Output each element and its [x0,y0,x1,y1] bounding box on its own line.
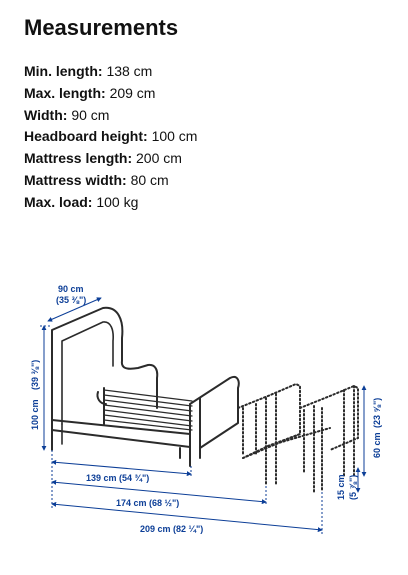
spec-label: Min. length: [24,63,103,79]
page-title: Measurements [24,15,179,40]
spec-width [24,105,197,127]
mid-length-label: 174 cm (68 ½") [116,498,180,508]
headboard-height-label: 100 cm [30,399,40,430]
headboard-inner [62,322,113,424]
spec-value: 100 cm [151,128,198,145]
spec-label: Mattress length: [24,150,133,167]
width-in-label: (35 ⅜") [56,295,87,305]
footboard [190,377,239,463]
spec-max-length [24,83,197,105]
spec-value: 90 cm [71,106,110,123]
side-rail [52,420,190,447]
bed-drawing [52,308,239,466]
bed-dimension-diagram [0,258,408,575]
clearance-label: 15 cm [336,474,346,500]
spec-value: 80 cm [130,171,169,188]
spec-max-load [24,192,197,214]
clearance-in-label: (5 ⅞") [348,474,358,500]
extension-height-in-label: (23 ⅝") [372,397,382,428]
max-length-label: 209 cm (82 ¼") [140,524,204,534]
slats [104,390,192,430]
spec-value: 100 kg [96,193,139,210]
spec-label: Mattress width: [24,171,127,188]
spec-value: 200 cm [136,150,182,167]
width-cm-label: 90 cm [58,284,84,294]
spec-label: Headboard height: [24,128,148,145]
extension-height-label: 60 cm [372,432,382,458]
spec-min-length [24,61,197,83]
spec-label: Max. load: [24,193,93,210]
spec-label: Max. length: [24,84,106,101]
spec-value: 138 cm [106,63,153,79]
measurements-list [24,61,197,214]
spec-mattress-length [24,148,197,170]
headboard-height-in-label: (39 ⅜") [30,359,40,390]
spec-mattress-width [24,170,197,192]
spec-headboard-height [24,126,197,148]
dimension-lines [40,298,364,534]
spec-label: Width: [24,106,68,123]
min-length-label: 139 cm (54 ¾") [86,473,150,483]
spec-value: 209 cm [109,84,156,101]
